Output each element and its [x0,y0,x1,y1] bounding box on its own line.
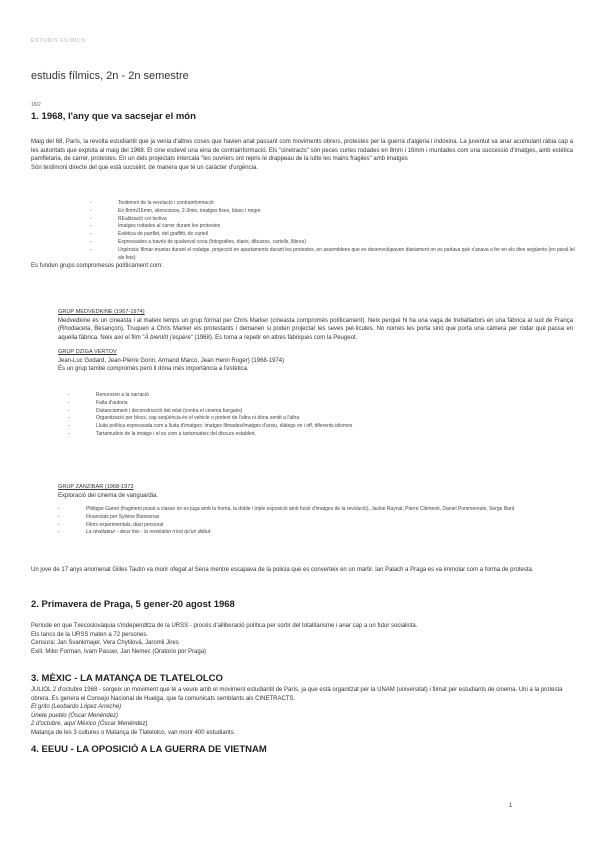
document-subtitle: estudis fílmics, 2n - 2n semestre [31,70,189,82]
list-item: - Organització per blocs, cap seqüència és el vehicle o pretext de l'altra ni dóna sentit a l'altra [68,415,300,422]
section-3-body: JULIOL 2 d'octubre 1968 - sorgeix un moviment que té a veure amb el moviment estudiantil de París, ja que està organitzat per la UNAM (universitat) i filmat per estudiants de cinema. Uni a la protesta obrera. Es genera el Consejo Nacional de Huelga, que fa comunicats semblants als CINETRACTS. El grito (Leobardo López Arreche) Únete pueblo (Óscar Menéndez) 2 d'octubre, aquí México (Óscar Menéndez) Matança de les 3 cultures o Matança de Tlatelolco, van morir 400 estudiants. [31,687,563,736]
section-2-body: Període en que Txecoslovàquia s'independitza de la URSS - procés d'alliberació política per sortir del totalitarisme i anar cap a un futur socialista. Els tancs de la URSS maten a 72 persones. Censura: Jan Svankmajer, Vera Chytilová, Jaromil Jires Exili: Milor Forman, Ivam Passer, Jan Nemec (Oratorio por Praga) [31,623,418,655]
dash-bullet: - [90,200,92,206]
dash-bullet: - [90,231,92,238]
dash-bullet: - [68,392,70,398]
dash-bullet: - [68,407,70,414]
list-item: - Imatges rodades al carrer durant les protestes [90,223,221,230]
list-item: - REalització col·lectiva [90,215,167,222]
group-dziga-vertov [58,348,573,374]
list-item: - Films experimentals, diari personal [58,521,164,528]
list-item: - Urgència: filmar-muntar durant el rodatge, projecció en apartaments durant les protestes, en assemblees que es desenvolupaven diariament on es parlava què s'anava a fer en els dies següents (en paral·lel als fets) [90,246,575,261]
dash-bullet: - [90,207,92,214]
dash-bullet: - [90,223,92,230]
dziga-members: Jean-Luc Godard, Jean-Pierre Gorin, Armand Marco, Jean Henri Roger) (1968-1974) [58,357,285,364]
list-item: - Falta d'autoria [68,399,128,406]
dash-bullet: - [68,399,70,406]
list-item: - Distanciament i deconstrucció del relat (contra el cinema burguès) [68,407,243,414]
list-item: - Philippe Garrel (fragment posat a classe on es juga amb la forma, la doble i triple exposició amb fusió d'imatges de la revolució), Jackie Raynal, Pierre Clémenti, Daniel Pommereule, Serge Bard [58,506,515,512]
groups-intro: Es funden grups compromesos políticament com: [31,263,163,269]
dash-bullet: - [90,238,92,245]
section-3-title: 3. MÈXIC - LA MATANÇA DE TLATELOLCO [31,673,223,684]
list-item: - Testimoni de la revolució i contrainformació [90,200,214,206]
dash-bullet: - [58,521,60,528]
dash-bullet: - [58,513,60,520]
dziga-heading: GRUP DZIGA VERTOV [58,349,117,355]
dash-bullet: - [58,506,60,512]
section-1-intro [31,138,573,172]
list-item: - Tartamudeix de la imatge i el so com a tartamudeix del discurs establert. [68,430,257,437]
medvedkine-text: Medvedkine és un cineasta i al mateix temps un grup format per Chris Marker (cineasta compromès políticament). Neix perquè hi ha una vaga de treballadors en una fàbrica al sud de França (Rhodiaceta, Besançon). Truquen a Chris Marker els protestants i demanen si poden projectar les seves pel·lícules. No només les porta sinó que porta una càmera per rodar què passa en aquella fàbrica. Neix així el film "À bientôt j'espère" (1968). Es torna a repetir en altres fàbriques com la Peugeot. [58,317,573,341]
section-1-para: Maig del 68, París, la revolta estudiantil que ja venia d'altres coses que havien anat passant com moviments obrers, protestes per la guerra d'algèria i indoxina. La juventut va anar acumulant ràbia cap a les autoritats que explota al maig del 1968. El cine esdevé una eina de contrainformació. Els "cinetracts" són peces curtes rodades en 8mm i 16mm i muntades com una successió d'imatges, amb estètica pamfletaria, de carrer, protestes. En un dels projectats intercala "les ouvriers ont repris le drappeau de la lutte les mains fragiles" amb imatges [31,139,573,162]
section-1-para-b: Són testimoni directe del que està succeint, de manera que té un caràcter d'urgència. [31,164,258,171]
list-item: - Estètica de panflet, del graffitti, de cartell [90,231,208,238]
dash-bullet: - [90,215,92,222]
list-item: - En 8mm/16mm, silenciosos, 2-3min, imatges fixes, blanc i negre [90,207,261,214]
list-item: - Financiats per Sylvine Boissonas [58,513,160,520]
dziga-text: És un grup també compromès però li dóna més importància a l'estètica. [58,366,249,372]
dash-bullet: - [68,423,70,430]
zanzibar-features-list [58,506,576,537]
date-label: 18/2 [31,102,41,108]
group-medvedkine [58,308,573,342]
list-item: - Expressades a través de qualsevol cosa (fotografies, diaris, dibuixos, cartells, llibres) [90,238,306,245]
dash-bullet: - [68,430,70,437]
medvedkine-heading: GRUP MEDVEDKINE (1967-1974) [58,309,145,315]
dziga-features-list [68,392,576,439]
page-number: 1 [509,803,513,809]
list-item: - Renuncien a la narració [68,392,149,398]
list-item: - Lluita política expressada com a lluita d'imatges: imatges filmades/imatges d'arxiu, diàlegs on i off, diferents idiomes [68,423,353,430]
film-title: À bientôt j'espère [144,334,191,341]
cinetracts-features-list [90,200,576,262]
zanzibar-text: Exploració del cinema de vanguardia. [58,492,159,499]
section-1-closing: Un jove de 17 anys anomenat Gilles Tautin va morir ofegat al Sena mentre escapava de la policia que es converteix en un màrtir. Ian Palach a Praga es va immolar com a forma de protesta. [31,567,534,573]
running-header: ESTUDIS FÍLMICS [31,38,86,44]
section-4-title: 4. EEUU - LA OPOSICIÓ A LA GUERRA DE VIETNAM [31,744,267,755]
section-1-title: 1. 1968, l'any que va sacsejar el món [31,111,196,122]
dash-bullet: - [90,246,92,253]
dash-bullet: - [68,415,70,422]
dash-bullet: - [58,529,60,536]
section-2-title: 2. Primavera de Praga, 5 gener-20 agost 1968 [31,599,235,610]
group-zanzibar [58,483,573,500]
zanzibar-heading: GRUP ZANZIBAR (1968-1973 [58,484,134,490]
list-item: - La révélateur - deux fois - la revolution n'est qu'un début. [58,529,212,536]
